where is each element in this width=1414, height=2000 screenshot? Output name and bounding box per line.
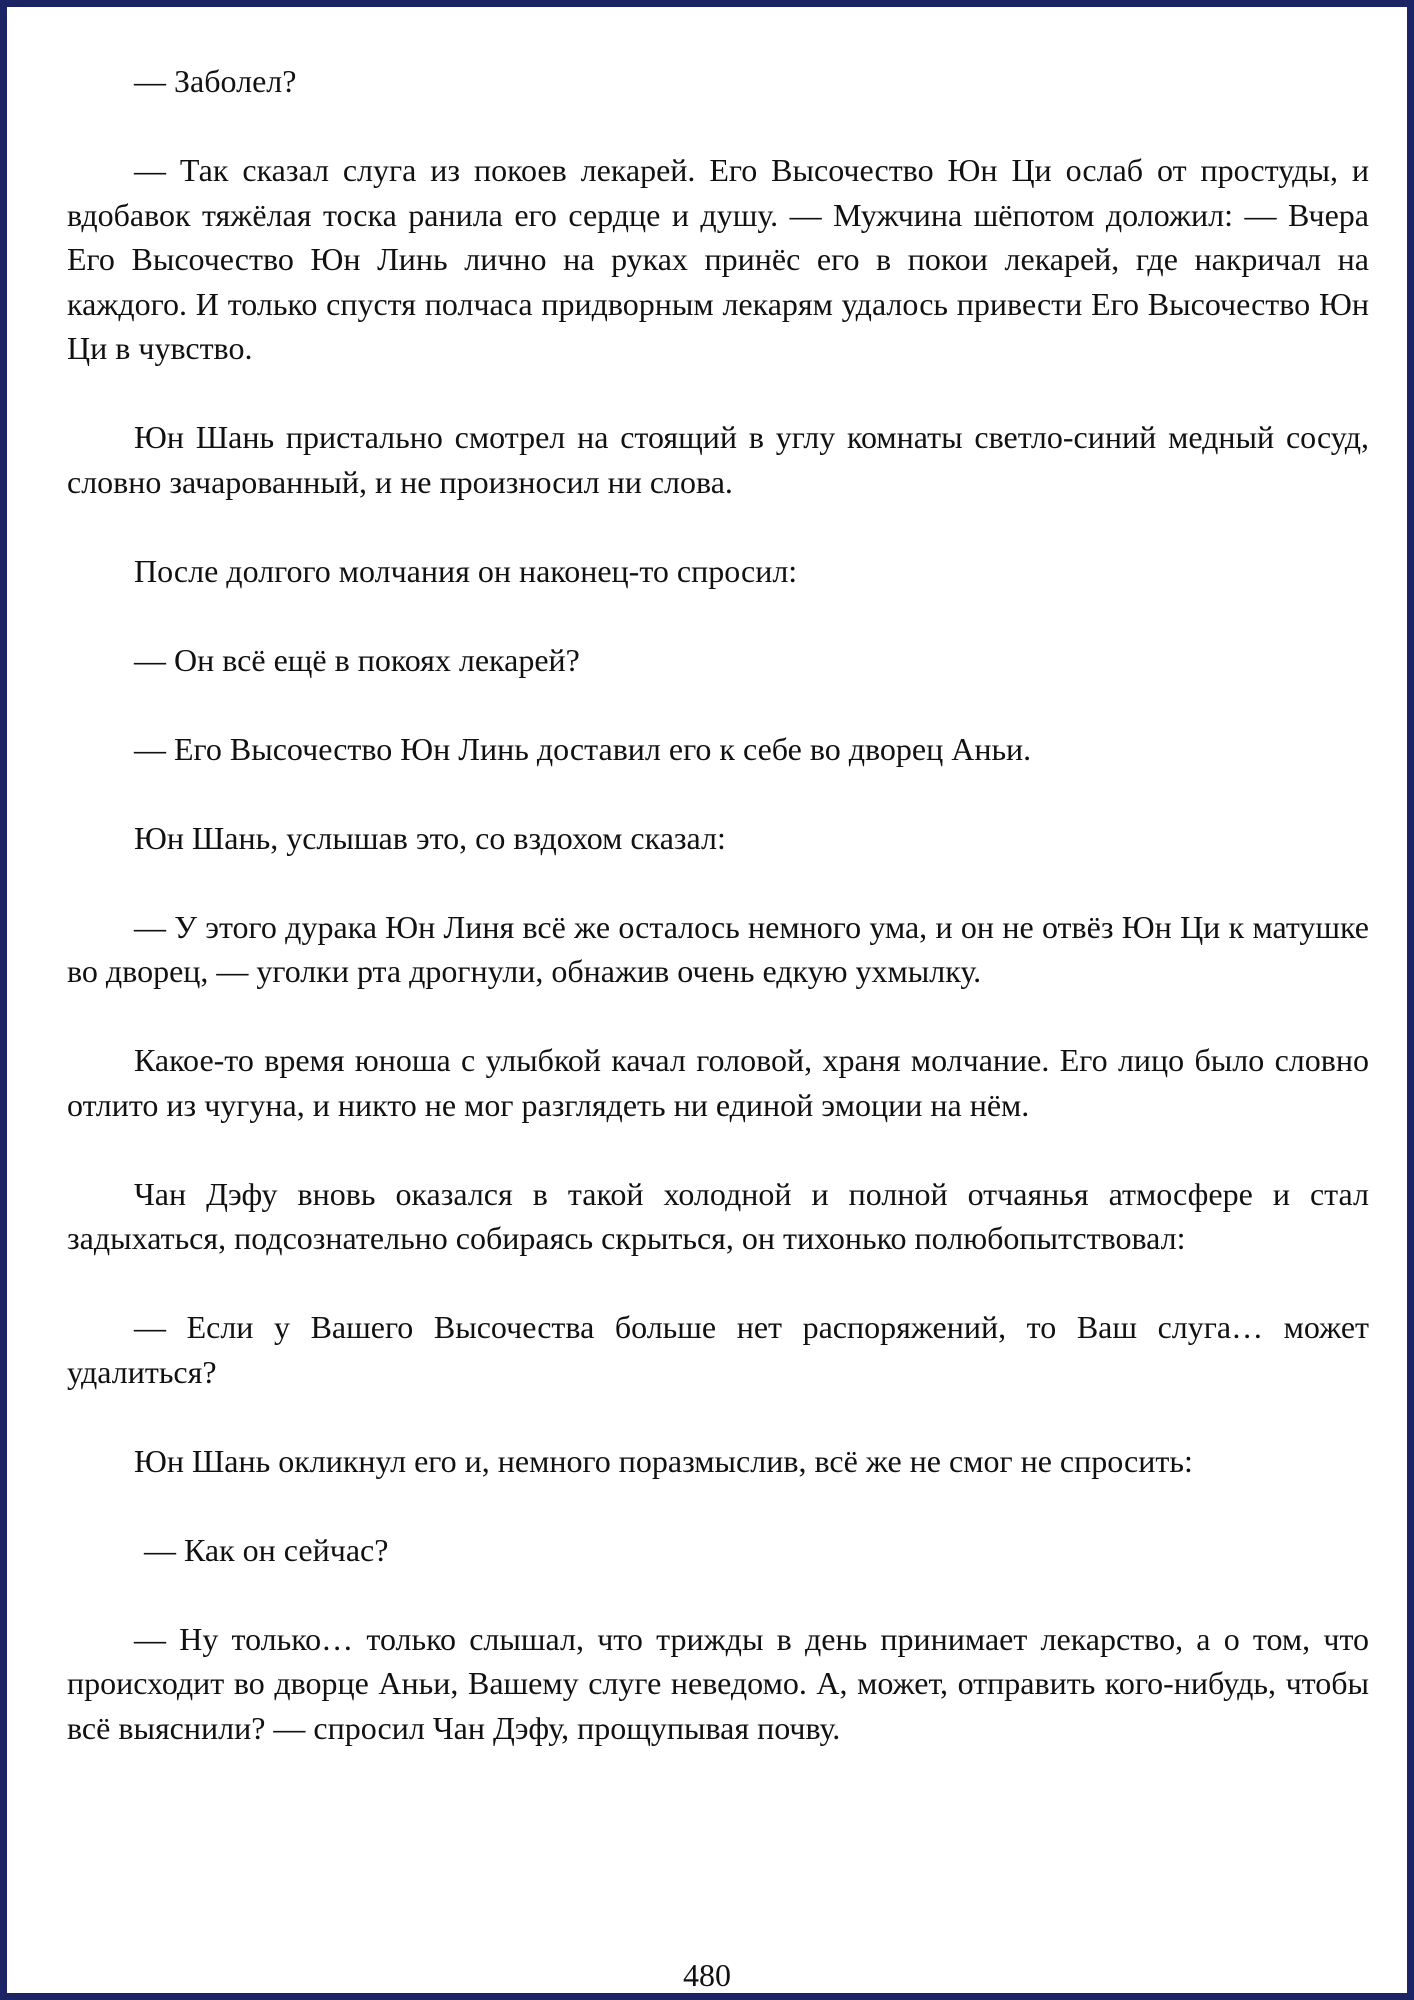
paragraph-1: — Заболел? (134, 63, 297, 99)
paragraph-6: — Его Высочество Юн Линь доставил его к себе во дворец Аньи. (134, 730, 1032, 767)
paragraph-11: — Если у Вашего Высочества больше нет распоряжений, то Ваш слуга… может удалиться? (67, 1309, 1369, 1390)
paragraph-4: После долгого молчания он наконец-то спросил: (134, 552, 798, 589)
paragraph-5: — Он всё ещё в покоях лекарей? (134, 641, 580, 678)
paragraph-2: — Так сказал слуга из покоев лекарей. Его Высочество Юн Ци ослаб от простуды, и вдобавок тяжёлая тоска ранила его сердце и душу. — Мужчина шёпотом доложил: — Вчера Его Высочество Юн Линь лично на руках принёс его в покои лекарей, где накричал на каждого. И только спустя полчаса придворным лекарям удалось привести Его Высочество Юн Ци в чувство. (67, 152, 1369, 366)
paragraph-13: — Как он сейчас? (144, 1531, 389, 1568)
page-text (67, 59, 1369, 1750)
paragraph-3: Юн Шань пристально смотрел на стоящий в углу комнаты светло-синий медный сосуд, словно зачарованный, и не произносил ни слова. (67, 419, 1369, 500)
paragraph-7: Юн Шань, услышав это, со вздохом сказал: (134, 819, 726, 856)
paragraph-9: Какое-то время юноша с улыбкой качал головой, храня молчание. Его лицо было словно отлито из чугуна, и никто не мог разглядеть ни единой эмоции на нём. (67, 1042, 1369, 1123)
paragraph-14: — Ну только… только слышал, что трижды в день принимает лекарство, а о том, что происходит во дворце Аньи, Вашему слуге неведомо. А, может, отправить кого-нибудь, чтобы всё выяснили? — спросил Чан Дэфу, прощупывая почву. (67, 1620, 1369, 1746)
paragraph-12: Юн Шань окликнул его и, немного поразмыслив, всё же не смог не спросить: (134, 1442, 1193, 1479)
page-number: 480 (683, 1957, 731, 1993)
paragraph-8: — У этого дурака Юн Линя всё же осталось немного ума, и он не отвёз Юн Ци к матушке во дворец, — уголки рта дрогнули, обнажив очень едкую ухмылку. (67, 908, 1369, 989)
paragraph-10: Чан Дэфу вновь оказался в такой холодной и полной отчаянья атмосфере и стал задыхаться, подсознательно собираясь скрыться, он тихонько полюбопытствовал: (67, 1175, 1369, 1256)
